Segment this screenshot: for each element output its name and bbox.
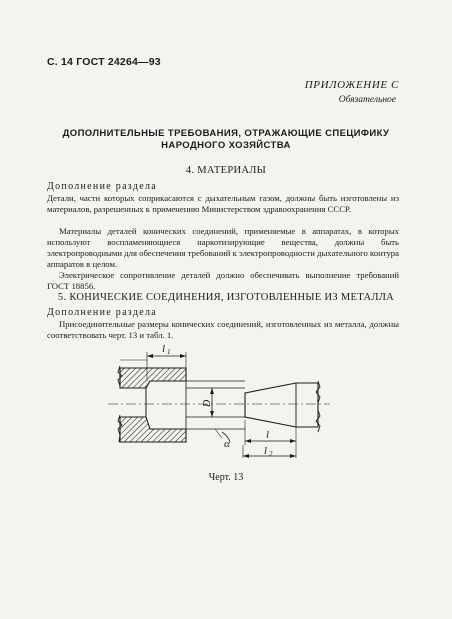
section-4-paragraph-2: Материалы деталей конических соединений, применяемые в аппаратах, в которых используют воспламеняющиеся наркотизирующие вещества, должны быть электропроводными для обеспечения требований к электропроводности дыхательного контура аппаратов в целом. (47, 226, 399, 269)
section-5-paragraph: Присоединительные размеры конических соединений, изготовленных из металла, должны соответствовать черт. 13 и табл. 1. (47, 319, 399, 340)
label-alpha: α (224, 438, 230, 450)
section-4-subheading: Дополнение раздела (47, 181, 158, 192)
label-l1: l (162, 343, 166, 355)
section-4-paragraph-1: Детали, части которых соприкасаются с дыхательным газом, должны быть изготовлены из материалов, разрешенных к применению Министерством здравоохранения СССР. (47, 193, 399, 214)
section-4-paragraph-3: Электрическое сопротивление деталей должно обеспечивать выполнение требований ГОСТ 18856. (47, 270, 399, 291)
section-5-heading: 5. КОНИЧЕСКИЕ СОЕДИНЕНИЯ, ИЗГОТОВЛЕННЫЕ ИЗ МЕТАЛЛА (57, 292, 395, 303)
figure-caption: Черт. 13 (208, 472, 244, 483)
section-4-heading: 4. МАТЕРИАЛЫ (185, 165, 267, 176)
socket-upper-wall (120, 368, 186, 388)
label-l: l (266, 429, 270, 441)
section-5-subheading: Дополнение раздела (47, 307, 158, 318)
appendix-status: Обязательное (338, 95, 396, 105)
main-title-line-1: ДОПОЛНИТЕЛЬНЫЕ ТРЕБОВАНИЯ, ОТРАЖАЮЩИЕ СПЕЦИФИКУ (62, 128, 390, 139)
main-title-line-2: НАРОДНОГО ХОЗЯЙСТВА (161, 140, 291, 151)
cone-part (245, 383, 318, 427)
appendix-title: ПРИЛОЖЕНИЕ С (304, 79, 399, 91)
label-l1-sub: 1 (167, 348, 171, 356)
page-header: С. 14 ГОСТ 24264—93 (47, 56, 161, 68)
label-l2-sub: 2 (269, 450, 273, 458)
label-D: D (202, 399, 213, 407)
label-l2: l (264, 445, 268, 457)
